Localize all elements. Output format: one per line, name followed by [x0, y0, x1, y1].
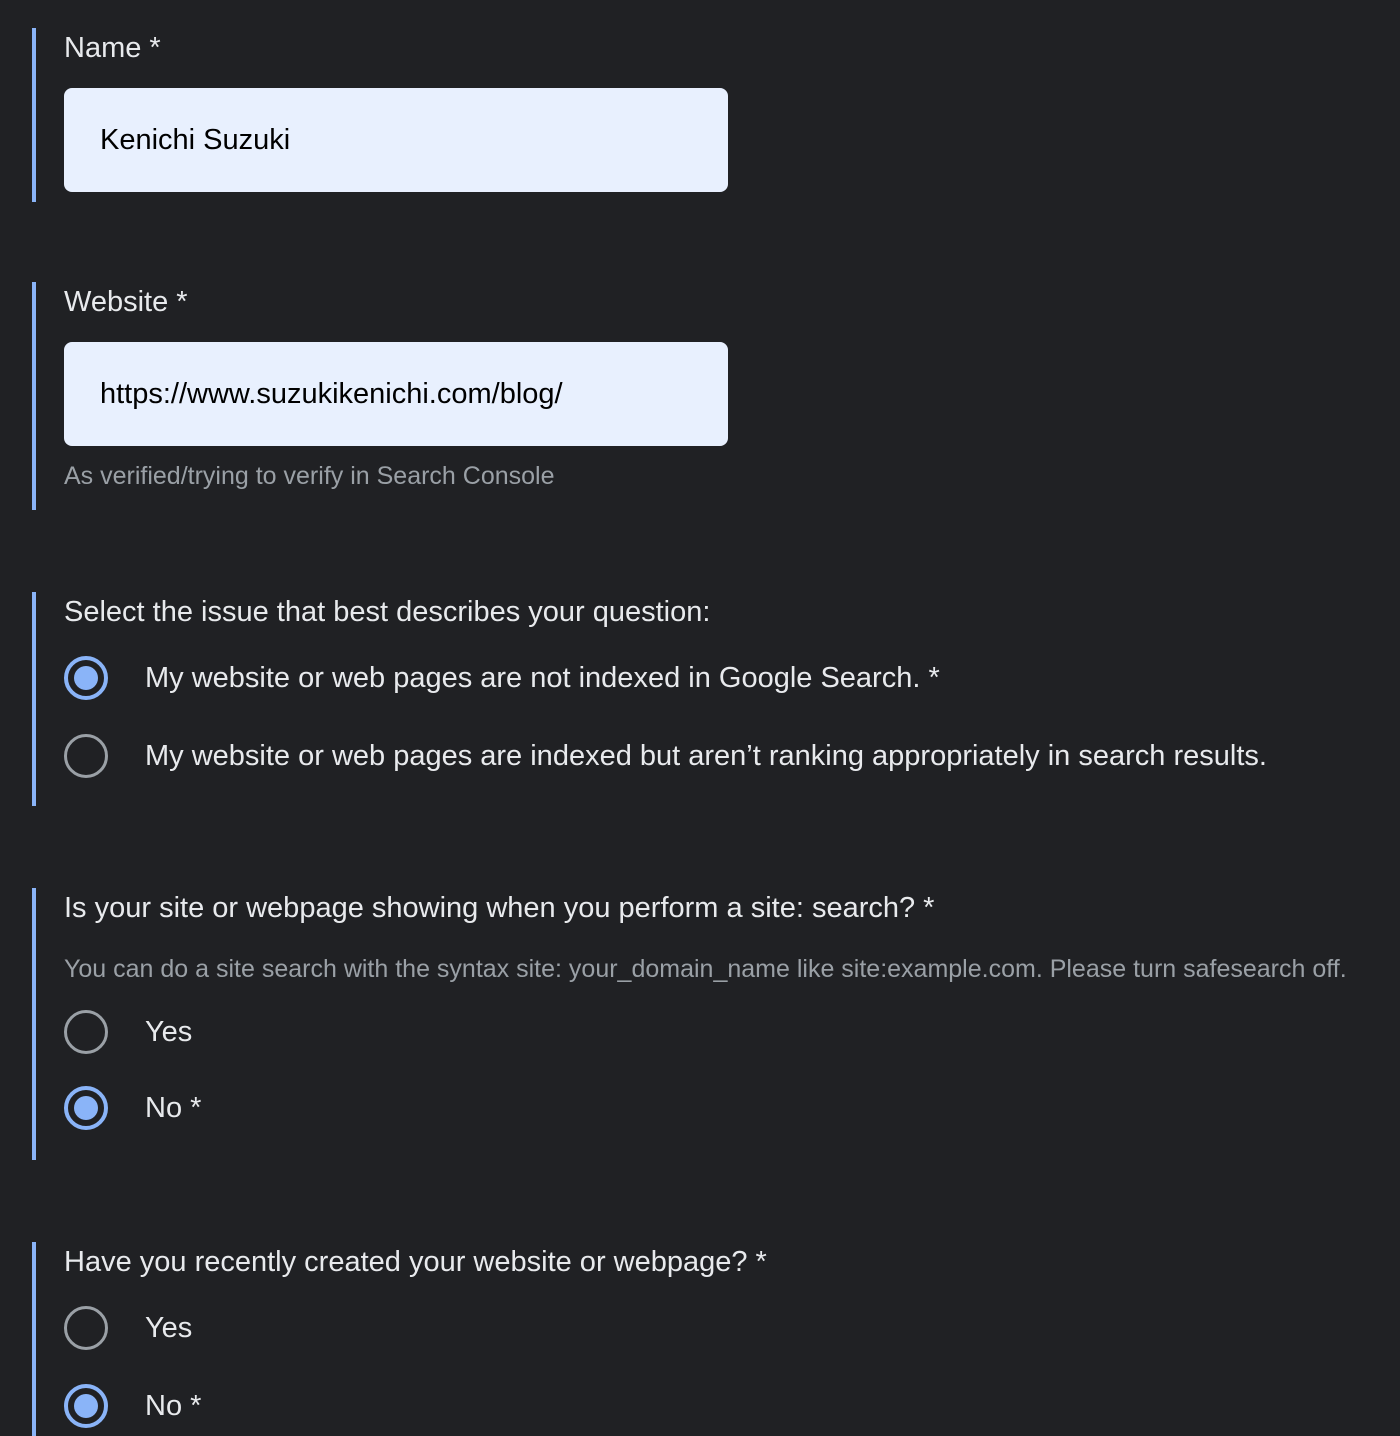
radio-label: Yes: [145, 1015, 193, 1048]
name-section: [32, 28, 1400, 202]
radio-button[interactable]: [64, 1384, 108, 1428]
name-input[interactable]: [64, 88, 728, 192]
radio-button[interactable]: [64, 656, 108, 700]
radio-label: No *: [145, 1389, 202, 1422]
site-search-section: [32, 888, 1400, 1160]
recent-option-yes[interactable]: [64, 1306, 192, 1350]
radio-button[interactable]: [64, 1086, 108, 1130]
radio-button[interactable]: [64, 1306, 108, 1350]
radio-label: No *: [145, 1091, 202, 1124]
site-search-option-no[interactable]: [64, 1086, 201, 1130]
issue-option-not-indexed[interactable]: [64, 656, 940, 700]
site-search-hint: You can do a site search with the syntax site: your_domain_name like site:example.com. Please turn safesearch off.: [64, 955, 1347, 983]
website-input[interactable]: [64, 342, 728, 446]
recent-section: [32, 1242, 1400, 1436]
website-label: Website *: [64, 286, 188, 318]
radio-label: My website or web pages are indexed but aren’t ranking appropriately in search results.: [145, 739, 1267, 772]
issue-option-not-ranking[interactable]: [64, 734, 1267, 778]
radio-label: Yes: [145, 1311, 193, 1344]
website-section: [32, 282, 1400, 510]
site-search-option-yes[interactable]: [64, 1010, 192, 1054]
radio-button[interactable]: [64, 1010, 108, 1054]
name-label: Name *: [64, 32, 161, 64]
site-search-question-label: Is your site or webpage showing when you perform a site: search? *: [64, 892, 935, 924]
website-hint: As verified/trying to verify in Search Console: [64, 462, 555, 490]
issue-section: [32, 592, 1400, 806]
radio-button[interactable]: [64, 734, 108, 778]
issue-question-label: Select the issue that best describes your question:: [64, 596, 711, 628]
radio-label: My website or web pages are not indexed in Google Search. *: [145, 661, 940, 694]
recent-question-label: Have you recently created your website or webpage? *: [64, 1246, 767, 1278]
recent-option-no[interactable]: [64, 1384, 201, 1428]
